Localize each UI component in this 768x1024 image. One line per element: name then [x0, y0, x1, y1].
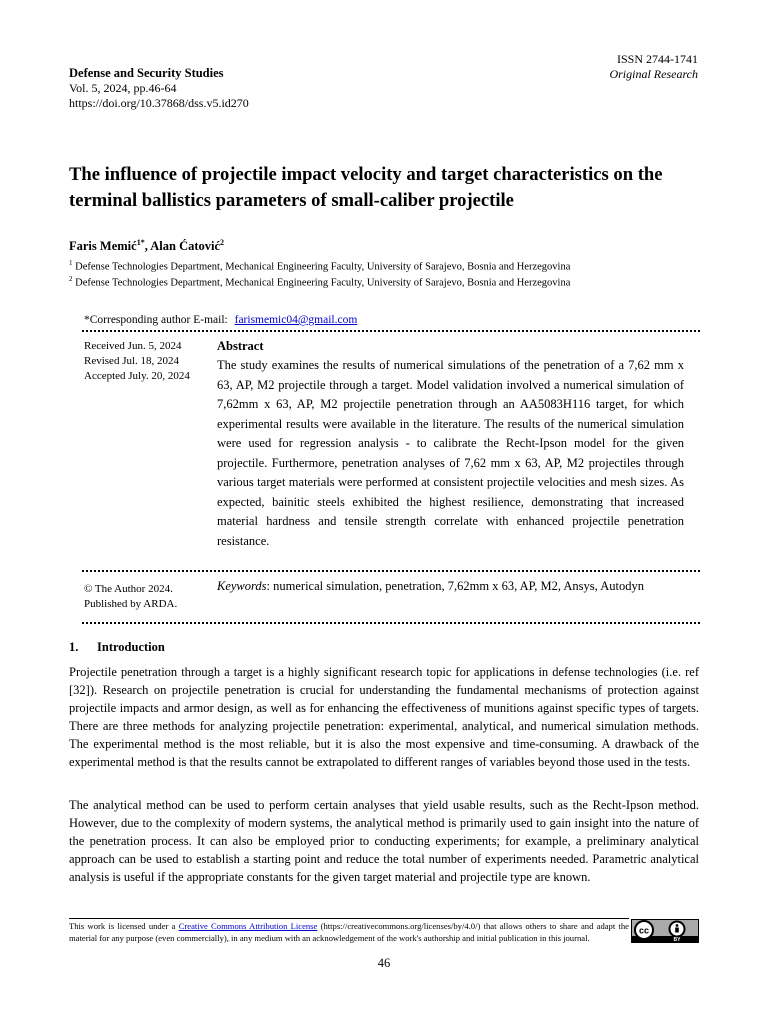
author-name: Alan Ćatović: [150, 239, 221, 254]
abstract-text: The study examines the results of numerical simulations of the penetration of a 7,62 mm x 63, AP, M2 projectile through a target. Model validation involved a numerical simulation of 7,62mm x 63, AP, M2 projectile penetration through an AA5083H116 target, for which experimental results were available in the literature. The results of the numerical simulation were used for regression analysis - to calibrate the Recht-Ipson model for the given projectile. Furthermore, penetration analyses of 7,62 mm x 63, AP, M2 projectiles through various target materials were performed at consistent projectile velocities and mesh sizes. As expected, bainitic steels exhibited the highest resilience, demonstrating that increased material hardness and tensile strength correlate with enhanced projectile penetration resistance.: [217, 358, 684, 548]
license-suffix: (https://creativecommons.org/licenses/by/4.0/) that allows others to share and adapt the material for any purpose (even commercially), in any medium with an acknowledgement of the work's authorship and initial publication in this journal.: [69, 921, 629, 943]
affiliation-2: [69, 272, 570, 291]
dotted-divider: [82, 622, 700, 624]
author-list: [69, 238, 224, 254]
article-type: Original Research: [609, 67, 698, 81]
keywords-text: : numerical simulation, penetration, 7,62mm x 63, AP, M2, Ansys, Autodyn: [266, 579, 644, 593]
journal-header: [69, 66, 249, 111]
cc-by-label: BY: [673, 937, 681, 942]
body-paragraph: The analytical method can be used to perform certain analyses that yield usable results, such as the Recht-Ipson method. However, due to the complexity of modern systems, the analytical method is primarily used to gain insight into the nature of the penetration process. It can also be employed prior to conducting experiments; for example, a preliminary analytical approach can be used to establish a starting point and reduce the total number of experiments needed. Parametric analytical analysis is useful if the appropriate constants for the given target material and projectile type are known.: [69, 798, 699, 884]
footer-divider: [69, 918, 629, 919]
dotted-divider: [82, 570, 700, 572]
license-note: [69, 920, 629, 944]
cc-by-license-icon: [631, 919, 699, 943]
body-paragraph: Projectile penetration through a target is a highly significant research topic for applications in defense technologies (i.e. ref [32]). Research on projectile penetration is crucial for understanding the fundamental mechanisms of protection against projectile impacts and armor design, as well as for enhancing the effectiveness of munitions against specific types of targets. There are three methods for analyzing projectile penetration: experimental, analytical, and numerical simulation methods. The experimental method is the most reliable, but it is also the most expensive and time-consuming. A drawback of the experimental method is that the results cannot be extrapolated to different ranges of variables beyond those used in the tests.: [69, 665, 699, 769]
doi-link[interactable]: https://doi.org/10.37868/dss.v5.id270: [69, 96, 249, 110]
keywords: [217, 578, 687, 595]
author-sup: 1*: [136, 238, 145, 247]
journal-name: Defense and Security Studies: [69, 66, 224, 80]
license-prefix: This work is licensed under a: [69, 921, 179, 931]
abstract-heading: Abstract: [217, 339, 264, 353]
cc-by-badge-graphic: [632, 920, 698, 942]
copyright-line: © The Author 2024.: [84, 583, 173, 595]
corresponding-label: *Corresponding author E-mail:: [84, 314, 228, 326]
accepted-date: Accepted July. 20, 2024: [84, 370, 190, 382]
issn-header: [609, 52, 698, 82]
author-separator: ,: [144, 239, 151, 254]
affiliation-text: Defense Technologies Department, Mechanical Engineering Faculty, University of Sarajevo, Bosnia and Herzegovina: [75, 277, 571, 289]
issn: ISSN 2744-1741: [616, 52, 698, 66]
author-name: Faris Memić: [69, 239, 137, 254]
keywords-label: Keywords: [217, 579, 267, 593]
dotted-divider: [82, 330, 700, 332]
received-date: Received Jun. 5, 2024: [84, 340, 182, 352]
affiliation-sup: 2: [69, 275, 73, 283]
journal-volume: Vol. 5, 2024, pp.46-64: [69, 81, 177, 95]
affiliation-text: Defense Technologies Department, Mechanical Engineering Faculty, University of Sarajevo, Bosnia and Herzegovina: [75, 261, 571, 273]
license-link[interactable]: Creative Commons Attribution License: [178, 921, 318, 931]
author-sup: 2: [220, 238, 225, 247]
publisher-line: Published by ARDA.: [84, 598, 178, 610]
section-number: 1.: [69, 640, 79, 654]
article-dates: [84, 339, 190, 384]
paper-title: The influence of projectile impact velocity and target characteristics on the terminal ballistics parameters of small-caliber projectile: [69, 164, 663, 211]
copyright-notice: [84, 582, 177, 612]
affiliation-sup: 1: [69, 259, 73, 267]
corresponding-email-link[interactable]: farismemic04@gmail.com: [234, 314, 358, 326]
section-heading: [69, 640, 165, 655]
revised-date: Revised Jul. 18, 2024: [84, 355, 180, 367]
section-title: Introduction: [97, 640, 165, 654]
page-number: 46: [377, 956, 391, 970]
corresponding-author: [84, 314, 357, 326]
svg-text:cc: cc: [638, 925, 650, 936]
